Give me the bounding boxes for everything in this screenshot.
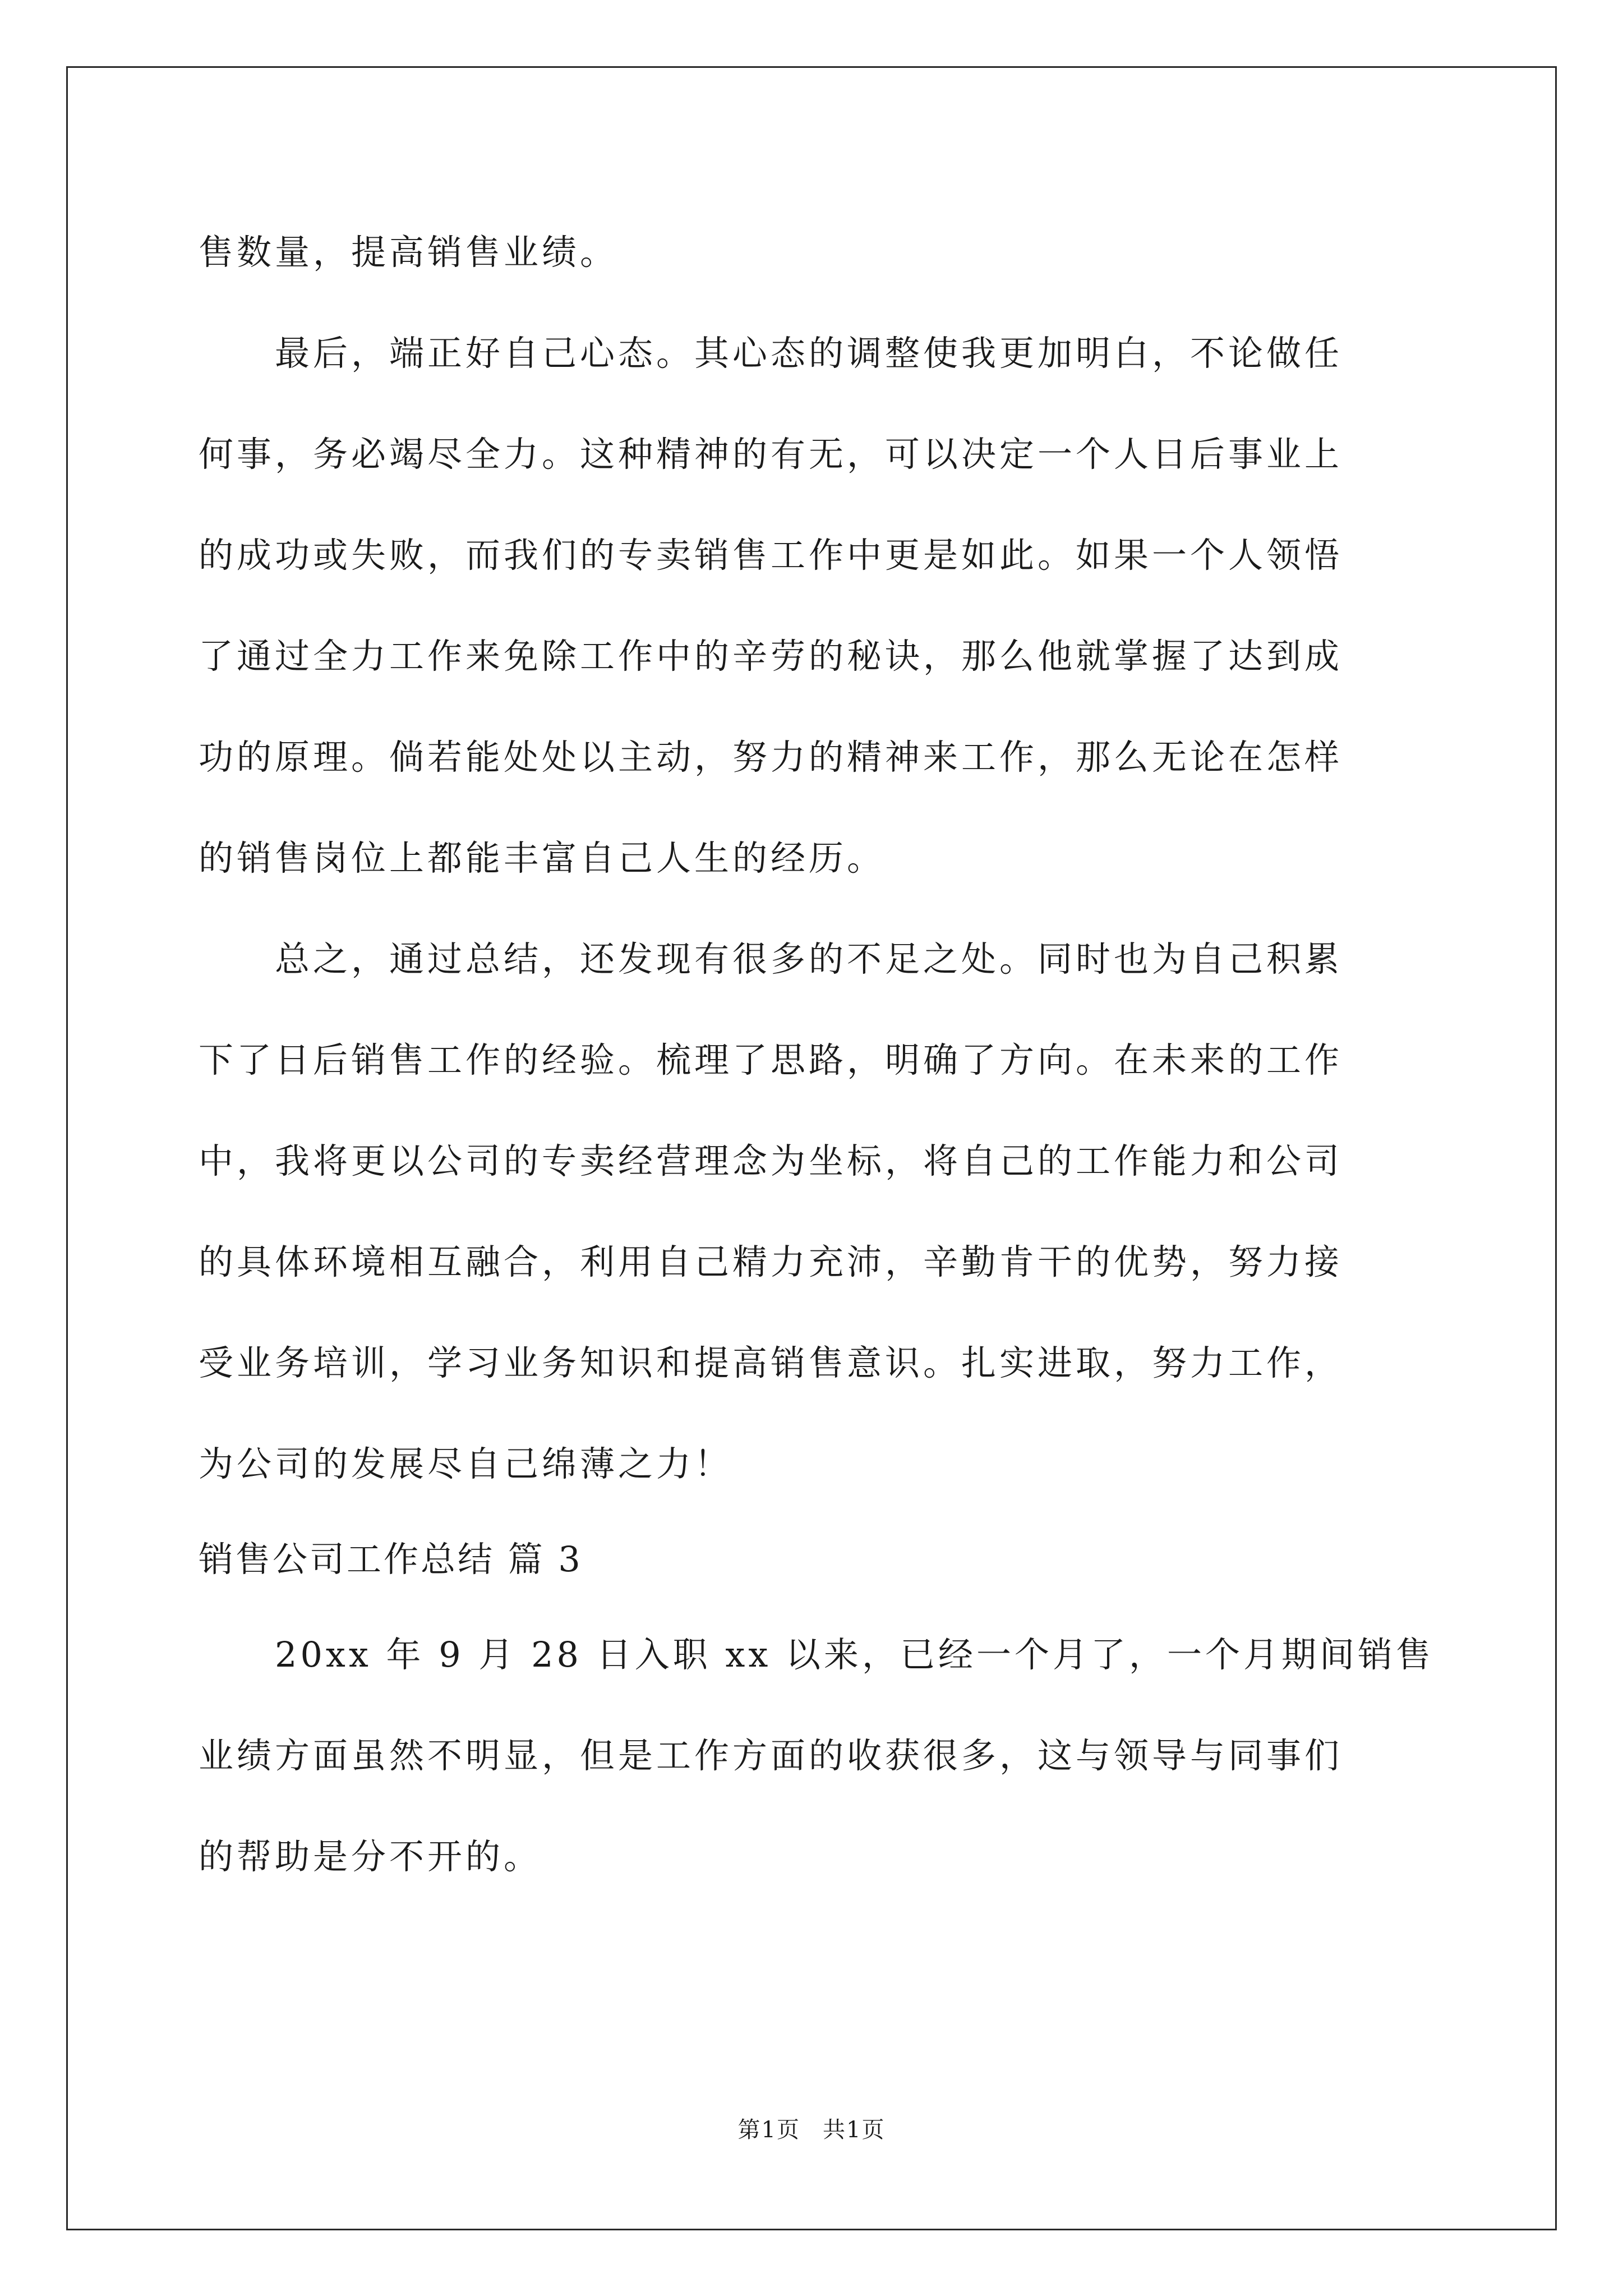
paragraph-line: 下了日后销售工作的经验。梳理了思路，明确了方向。在未来的工作 — [199, 1039, 1343, 1080]
paragraph-line: 何事，务必竭尽全力。这种精神的有无，可以决定一个人日后事业上 — [199, 434, 1343, 475]
paragraph-line: 为公司的发展尽自己绵薄之力！ — [199, 1443, 733, 1484]
page-footer — [0, 2112, 1623, 2144]
paragraph-line: 受业务培训，学习业务知识和提高销售意识。扎实进取，努力工作， — [199, 1342, 1343, 1383]
section-heading: 销售公司工作总结 篇 3 — [199, 1539, 583, 1580]
paragraph-line: 总之，通过总结，还发现有很多的不足之处。同时也为自己积累 — [275, 938, 1343, 979]
page-number: 第1页 — [737, 2117, 800, 2143]
page-total: 共1页 — [823, 2117, 886, 2143]
paragraph-line: 业绩方面虽然不明显，但是工作方面的收获很多，这与领导与同事们 — [199, 1735, 1343, 1776]
paragraph-line: 了通过全力工作来免除工作中的辛劳的秘诀，那么他就掌握了达到成 — [199, 636, 1343, 677]
paragraph-line: 的销售岗位上都能丰富自己人生的经历。 — [199, 838, 886, 878]
paragraph-line: 的成功或失败，而我们的专卖销售工作中更是如此。如果一个人领悟 — [199, 535, 1343, 576]
paragraph-line: 20xx 年 9 月 28 日入职 xx 以来，已经一个月了，一个月期间销售 — [275, 1634, 1435, 1675]
paragraph-line: 中，我将更以公司的专卖经营理念为坐标，将自己的工作能力和公司 — [199, 1140, 1343, 1181]
paragraph-line: 功的原理。倘若能处处以主动，努力的精神来工作，那么无论在怎样 — [199, 737, 1343, 777]
paragraph-line: 最后，端正好自己心态。其心态的调整使我更加明白，不论做任 — [275, 333, 1343, 374]
paragraph-line: 的帮助是分不开的。 — [199, 1836, 542, 1877]
document-body — [199, 202, 1435, 1907]
paragraph-line: 售数量，提高销售业绩。 — [199, 232, 619, 273]
paragraph-line: 的具体环境相互融合，利用自己精力充沛，辛勤肯干的优势，努力接 — [199, 1241, 1343, 1282]
